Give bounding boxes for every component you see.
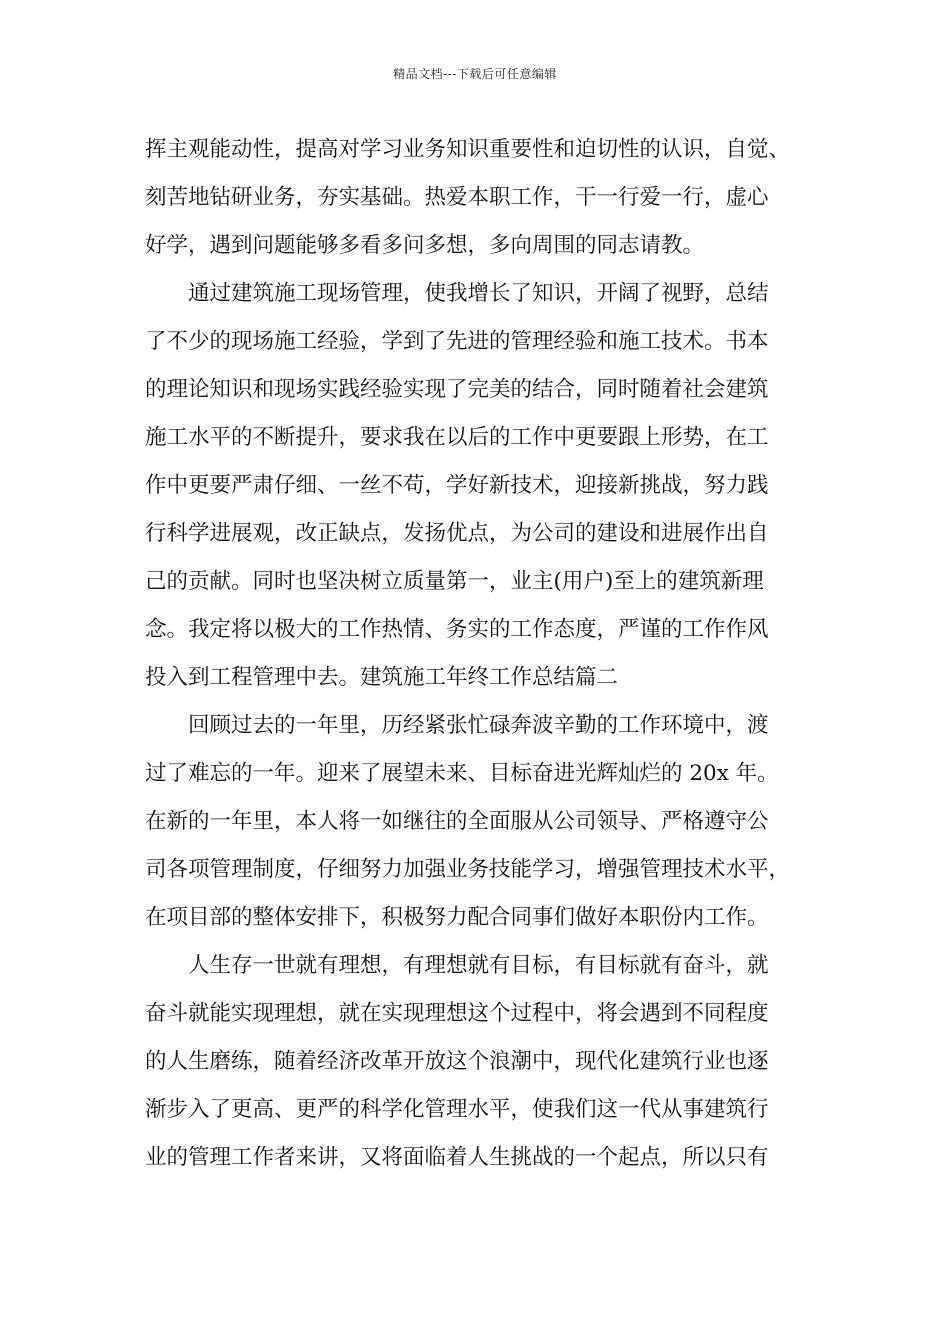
text-line-2: 刻苦地钻研业务，夯实基础。热爱本职工作，干一行爱一行，虚心: [145, 185, 769, 210]
text-line-12: 投入到工程管理中去。建筑施工年终工作总结篇二: [145, 665, 619, 690]
text-line-16: 司各项管理制度，仔细努力加强业务技能学习，增强管理技术水平，: [145, 857, 791, 882]
text-line-8: 作中更要严肃仔细、一丝不苟，学好新技术，迎接新挑战，努力践: [145, 473, 769, 498]
text-line-17: 在项目部的整体安排下，积极努力配合同事们做好本职份内工作。: [145, 905, 769, 930]
text-line-15: 在新的一年里，本人将一如继往的全面服从公司领导、严格遵守公: [145, 809, 769, 834]
text-line-22: 业的管理工作者来讲，又将面临着人生挑战的一个起点，所以只有: [145, 1145, 769, 1170]
text-line-13: 回顾过去的一年里，历经紧张忙碌奔波辛勤的工作环境中，渡: [145, 713, 769, 738]
text-line-6: 的理论知识和现场实践经验实现了完美的结合，同时随着社会建筑: [145, 377, 769, 402]
text-line-7: 施工水平的不断提升，要求我在以后的工作中更要跟上形势，在工: [145, 425, 769, 450]
text-line-14: 过了难忘的一年。迎来了展望未来、目标奋进光辉灿烂的 20x 年。: [145, 761, 779, 786]
text-line-18: 人生存一世就有理想，有理想就有目标，有目标就有奋斗，就: [145, 953, 769, 978]
document-body: [145, 126, 825, 1182]
text-line-9: 行科学进展观，改正缺点，发扬优点，为公司的建设和进展作出自: [145, 521, 769, 546]
page-header: 精品文档---下载后可任意编辑: [393, 67, 557, 81]
text-line-4: 通过建筑施工现场管理，使我增长了知识，开阔了视野，总结: [145, 281, 769, 306]
text-line-11: 念。我定将以极大的工作热情、务实的工作态度，严谨的工作作风: [145, 617, 769, 642]
text-line-21: 渐步入了更高、更严的科学化管理水平，使我们这一代从事建筑行: [145, 1097, 769, 1122]
text-line-10: 己的贡献。同时也坚决树立质量第一，业主(用户)至上的建筑新理: [145, 569, 764, 594]
text-line-5: 了不少的现场施工经验，学到了先进的管理经验和施工技术。书本: [145, 329, 769, 354]
text-line-3: 好学，遇到问题能够多看多问多想，多向周围的同志请教。: [145, 233, 705, 258]
text-line-1: 挥主观能动性，提高对学习业务知识重要性和迫切性的认识，自觉、: [145, 137, 791, 162]
text-line-19: 奋斗就能实现理想，就在实现理想这个过程中，将会遇到不同程度: [145, 1001, 769, 1026]
text-line-20: 的人生磨练，随着经济改革开放这个浪潮中，现代化建筑行业也逐: [145, 1049, 769, 1074]
